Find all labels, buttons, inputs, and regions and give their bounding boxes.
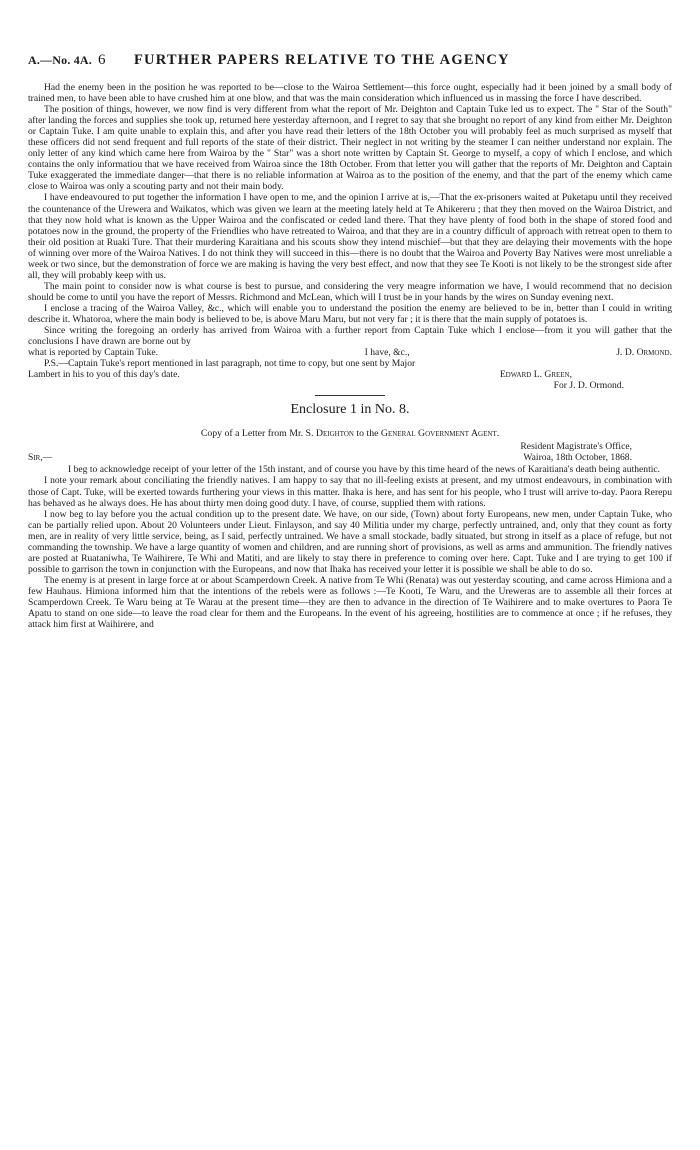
paragraph: I have endeavoured to put together the information I have open to me, and the opinion I arrive at is,—That the ex-prisoners waited at Puketapu until they received the countenance of the Urewera and Waikatos, which was given we learn at the meeting lately held at Te Ahikereru ; that they then moved on the Wairoa District, and that they now hold what is known as the Upper Wairoa and the confiscated or ceded land there. That they have plenty of food both in the shape of stored food and potatoes now in the ground, the property of the Friendlies who have retreated to Wairoa, and that they are in a country difficult of approach with retreat open to them to their old position at Ruaki Ture. That their murdering Karaitiana and his scouts show they intend mischief—but that they are delaying their movements with the hope of winning over more of the Wairoa Natives. I do not think they will succeed in this—there is no doubt that the Wairoa and Poverty Bay Natives were most unreliable a week or two since, but the demonstration of force we are making is having the very best effect, and now that they see Te Kooti is not likely to be the strongest side after all, they will probably keep with us.	[28, 192, 672, 281]
signature-ormond: J. D. Ormond.	[616, 347, 672, 359]
letter-deighton	[28, 464, 672, 630]
letter-title-end: .	[496, 428, 500, 440]
postscript-row	[28, 369, 672, 380]
letter-title-prefix: Copy of a Letter from Mr. S.	[200, 428, 316, 440]
paragraph: I beg to acknowledge receipt of your letter of the 15th instant, and of course you have by this time heard of the news of Karaitiana's death being authentic.	[68, 464, 661, 476]
postscript: P.S.—Captain Tuke's report mentioned in last paragraph, not time to copy, but one sent by Major	[44, 358, 416, 370]
closing-phrase: I have, &c.,	[364, 347, 410, 359]
paragraph: The enemy is at present in large force at or about Scamperdown Creek. A native from Te Whi (Renata) was out yesterday scouting, and came across Himiona and a few Hauhaus. Himiona informed him that the intentions of the rebels were as follows :—Te Kooti, Te Waru, and the Ureweras are to assemble all their forces at Scamperdown Creek. Te Waru being at Te Warau at the present time—they are then to advance in the direction of Te Waihirere and to make overtures to Paora Te Apatu to stand on one side—to leave the road clear for them and the Europeans. In the event of his agreeing, hostilities are to commence at once ; if he refuses, they attack him first at Waihirere, and	[28, 574, 672, 631]
salutation: Sir,—	[28, 452, 53, 464]
postscript-continuation: Lambert in his to you of this day's date.	[28, 369, 180, 381]
letter-address-office: Resident Magistrate's Office,	[520, 441, 632, 453]
document-number: A.—No. 4A.	[28, 53, 92, 67]
paragraph: Since writing the foregoing an orderly has arrived from Wairoa with a further report from Captain Tuke which I enclose—from it you will gather that the conclusions I have drawn are borne out by	[28, 325, 672, 348]
paragraph: I now beg to lay before you the actual condition up to the present date. We have, on our side, (Town) about forty Europeans, new men, under Captain Tuke, who can be partially relied upon. About 20 Volunteers under Lieut. Finlayson, and say 40 Militia under my charge, perfectly untrained, and, only that they count as forty men, are in reality of very little service, being, as I said, perfectly untrained. We have a small stockade, badly situated, but strong in itself as a place of refuge, but not commanding the township. We have a large quantity of women and children, and are running short of provisions, as well as arms and ammunition. The friendly natives are posted at Ruataniwha, Te Waihirere, Te Whi and Matiti, and are likely to stay there in preference to coming over here. Capt. Tuke and I are trying to get 100 if possible to garrison the town in conjunction with the Europeans, and now that Ihaka has received your letter it is possible we shall be able to do so.	[28, 508, 672, 575]
paragraph: The main point to consider now is what course is best to pursue, and considering the very meagre information we have, I would recommend that no decision should be come to until you have the report of Messrs. Richmond and McLean, which will I trust be in your hands by the wires on Sunday evening next.	[28, 280, 672, 303]
letter-ormond	[28, 82, 672, 391]
letter-address-date: Wairoa, 18th October, 1868.	[523, 452, 632, 464]
section-divider	[315, 395, 385, 396]
paragraph: Had the enemy been in the position he was reported to be—close to the Wairoa Settlement—this force ought, especially had it been joined by a small body of trained men, to have been able to have crushed him at one blow, and that was the main consideration which influenced us in massing the force I have described.	[28, 82, 672, 105]
letter-title-from: Deighton	[315, 428, 354, 440]
closing-row	[28, 347, 672, 358]
enclosure-heading: Enclosure 1 in No. 8.	[290, 402, 410, 418]
paragraph: I note your remark about conciliating the friendly natives. I am happy to say that no ill-feeling exists at present, and my utmost endeavours, in combination with those of Capt. Tuke, will be exerted towards furthering your views in this matter. Ihaka is here, and has sent for his people, who I trust will arrive to-day. Paora Rerepu has behaved as he always does. He has about thirty men doing good duty. I have, of course, supplied them with rations.	[28, 475, 672, 509]
letter-title-mid: to the	[353, 428, 381, 440]
closing-fragment: what is reported by Captain Tuke.	[28, 347, 159, 359]
running-title: FURTHER PAPERS RELATIVE TO THE AGENCY	[134, 52, 510, 68]
signature-green: Edward L. Green,	[499, 369, 572, 381]
for-line: For J. D. Ormond.	[553, 380, 624, 392]
paragraph: The position of things, however, we now find is very different from what the report of Mr. Deighton and Captain Tuke led us to expect. The " Star of the South" after landing the forces and supplies she took up, returned here yesterday afternoon, and I regret to say that she brought no report of any kind from either Mr. Deighton or Captain Tuke. I am quite unable to explain this, and after you have read their letters of the 18th October you will probably feel as much surprised as myself that these officers did not send frequent and full reports of the state of their district. Their neglect in not writing by the steamer I can neither understand nor explain. The only letter of any kind which came here from Wairoa by the " Star" was a short note written by Captain St. George to myself, a copy of which I enclose, and which contains the only informatiou that we have received from Wairoa since the 18th October. From that letter you will gather that the reports of Mr. Deighton and Captain Tuke exaggerated the immediate danger—that there is no reliable information at Wairoa as to the position of the enemy, and that the part of the enemy which came close to Wairoa was only a scouting party and not their main body.	[28, 104, 672, 193]
salutation-row	[28, 452, 672, 463]
running-header	[28, 52, 672, 74]
letter-title-to: General Government Agent	[380, 428, 497, 440]
page-number: 6	[98, 52, 106, 68]
paragraph: I enclose a tracing of the Wairoa Valley, &c., which will enable you to understand the position the enemy are believed to be in, better than I could in writing describe it. Whatoroa, where the main body is believed to be, is above Maru Maru, but not very far ; it is there that the main supply of potatoes is.	[28, 302, 672, 325]
letter-title	[28, 428, 672, 439]
